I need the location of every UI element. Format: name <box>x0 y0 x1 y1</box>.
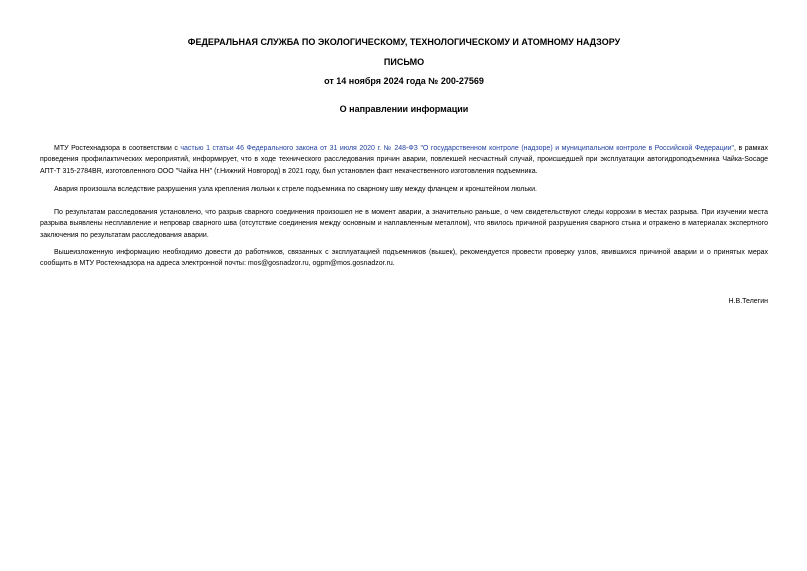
document-page <box>40 0 768 571</box>
agency-name: ФЕДЕРАЛЬНАЯ СЛУЖБА ПО ЭКОЛОГИЧЕСКОМУ, ТЕХНОЛОГИЧЕСКОМУ И АТОМНОМУ НАДЗОРУ <box>187 37 621 47</box>
paragraph-1-rest: , в рамках проведения профилактических мероприятий, информирует, что в ходе технического расследования причин аварии, повлекшей несчастный случай, происшедшей при эксплуатации автогидроподъемника Чайка-Socage АПТ-Т 315-2784BR, изготовленного ООО "Чайка НН" (г.Нижний Новгород) в 2021 году, был установлен факт некачественного изготовления подъемника. <box>40 145 768 175</box>
law-reference-link[interactable]: частью 1 статьи 46 Федерального закона от 31 июля 2020 г. № 248-ФЗ "О государственном контроле (надзоре) и муниципальном контроле в Российской Федерации" <box>180 145 735 152</box>
document-subject: О направлении информации <box>339 104 469 114</box>
paragraph-3: По результатам расследования установлено, что разрыв сварного соединения произошел не в момент аварии, а значительно раньше, о чем свидетельствуют следы коррозии в местах разрыва. При изучении места разрыва выявлены несплавление и непровар сварного шва (отсутствие соединения между основным и наплавленным металлом), что явилось причиной разрушения сварного стыка и отражено в материалах экспертного заключения по результатам расследования аварии. <box>40 209 768 239</box>
paragraph-2: Авария произошла вследствие разрушения узла крепления люльки к стреле подъемника по сварному шву между фланцем и кронштейном люльки. <box>54 186 537 193</box>
paragraph-1-lead: МТУ Ростехнадзора в соответствии с <box>54 145 181 152</box>
signature-name: Н.В.Телегин <box>728 298 768 305</box>
document-type: ПИСЬМО <box>383 57 425 67</box>
document-date-number: от 14 ноября 2024 года № 200-27569 <box>324 76 484 86</box>
paragraph-1 <box>40 143 768 177</box>
paragraph-4: Вышеизложенную информацию необходимо довести до работников, связанных с эксплуатацией подъемников (вышек), рекомендуется провести проверку узлов, явившихся причиной аварии и о принятых мерах сообщить в МТУ Ростехнадзора на адреса электронной почты: mos@gosnadzor.ru, ogpm@mos.gosnadzor.ru. <box>40 249 768 268</box>
